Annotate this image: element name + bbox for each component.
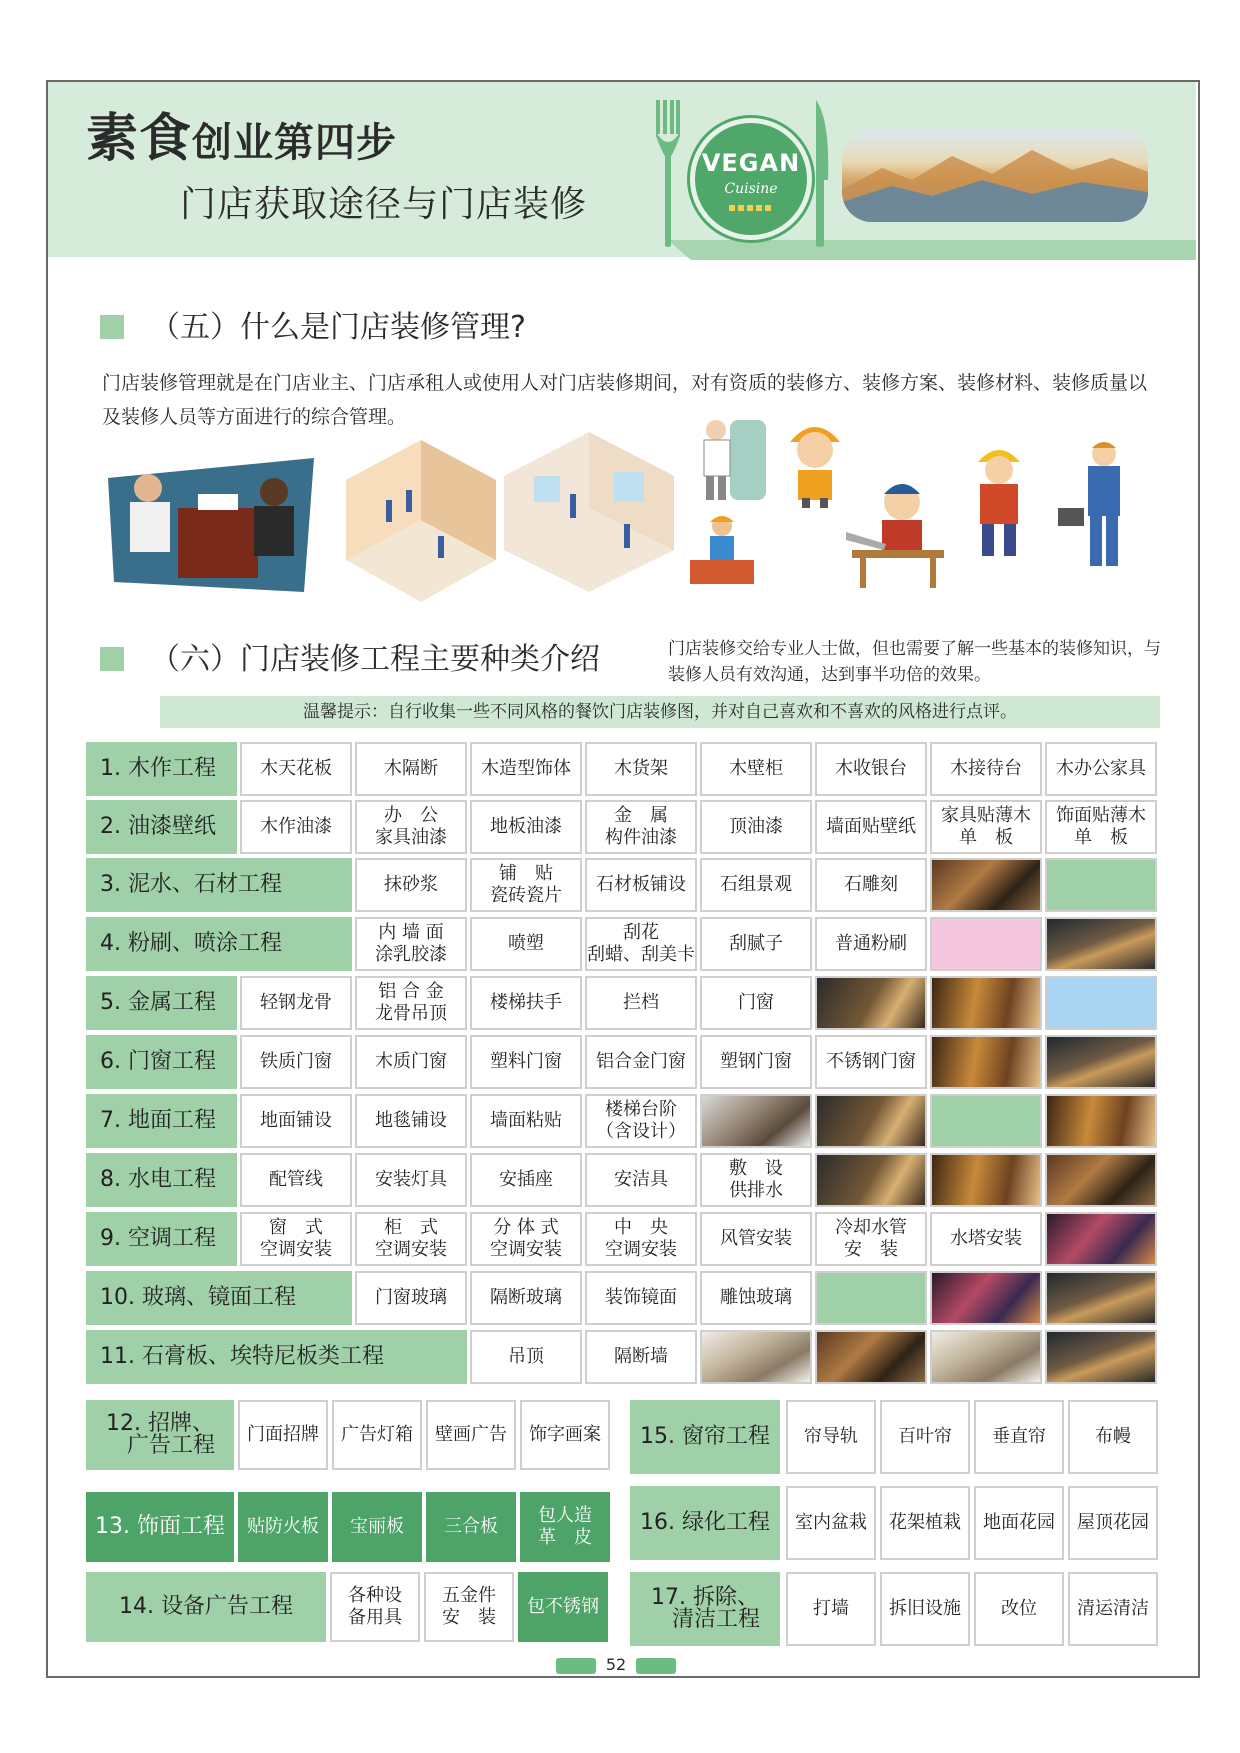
restaurant-interior-photo	[1045, 1212, 1157, 1266]
category-item: 喷塑	[470, 917, 582, 971]
section5-heading: （五）什么是门店装修管理?	[100, 302, 526, 346]
restaurant-interior-photo	[930, 976, 1042, 1030]
category-item: 刮花 刮蜡、刮美卡	[585, 917, 697, 971]
category-item: 木隔断	[355, 742, 467, 796]
category-item: 饰面贴薄木 单 板	[1045, 800, 1157, 854]
category-label: 2. 油漆壁纸	[86, 800, 237, 854]
section6-side-note: 门店装修交给专业人士做，但也需要了解一些基本的装修知识，与装修人员有效沟通，达到事半功倍的效果。	[668, 639, 1161, 685]
category-item: 木造型饰体	[470, 742, 582, 796]
category-item: 顶油漆	[700, 800, 812, 854]
category-label: 8. 水电工程	[86, 1153, 237, 1207]
category-item: 石雕刻	[815, 858, 927, 912]
category-label: 16. 绿化工程	[630, 1486, 780, 1560]
category-item: 分 体 式 空调安装	[470, 1212, 582, 1266]
category-label: 11. 石膏板、埃特尼板类工程	[86, 1330, 467, 1384]
warm-tip-banner: 温馨提示：自行收集一些不同风格的餐饮门店装修图，并对自己喜欢和不喜欢的风格进行点评。	[160, 696, 1160, 728]
category-item: 木接待台	[930, 742, 1042, 796]
category-item: 楼梯台阶 （含设计）	[585, 1094, 697, 1148]
category-item: 地面花园	[974, 1486, 1064, 1560]
category-item: 门窗玻璃	[355, 1271, 467, 1325]
category-label: 15. 窗帘工程	[630, 1400, 780, 1474]
isometric-renovation-room-2	[504, 432, 674, 592]
category-item: 铁质门窗	[240, 1035, 352, 1089]
bricklayer-worker-illustration	[686, 512, 758, 586]
restaurant-interior-photo	[930, 1153, 1042, 1207]
category-item: 隔断玻璃	[470, 1271, 582, 1325]
category-item: 地毯铺设	[355, 1094, 467, 1148]
restaurant-interior-photo	[815, 1153, 927, 1207]
category-item: 装饰镜面	[585, 1271, 697, 1325]
category-item: 垂直帘	[974, 1400, 1064, 1474]
category-item: 布幔	[1068, 1400, 1158, 1474]
category-item: 石材板铺设	[585, 858, 697, 912]
color-block	[930, 1094, 1042, 1148]
category-item: 隔断墙	[585, 1330, 697, 1384]
category-item: 内 墙 面 涂乳胶漆	[355, 917, 467, 971]
restaurant-interior-photo	[700, 1094, 812, 1148]
category-label: 3. 泥水、石材工程	[86, 858, 352, 912]
restaurant-interior-photo	[930, 1330, 1042, 1384]
category-label: 4. 粉刷、喷涂工程	[86, 917, 352, 971]
category-label: 17. 拆除、 清洁工程	[630, 1572, 780, 1646]
category-item: 墙面贴壁纸	[815, 800, 927, 854]
category-item: 贴防火板	[238, 1492, 328, 1562]
category-item: 塑料门窗	[470, 1035, 582, 1089]
category-item: 安插座	[470, 1153, 582, 1207]
category-item: 敷 设 供排水	[700, 1153, 812, 1207]
section5-paragraph: 门店装修管理就是在门店业主、门店承租人或使用人对门店装修期间，对有资质的装修方、装修方案、装修材料、装修质量以及装修人员等方面进行的综合管理。	[102, 372, 1148, 428]
page-number: 52	[556, 1654, 676, 1676]
section6-heading: （六）门店装修工程主要种类介绍	[100, 634, 600, 678]
restaurant-interior-photo	[1045, 1094, 1157, 1148]
restaurant-interior-photo	[815, 1094, 927, 1148]
category-item: 清运清洁	[1068, 1572, 1158, 1646]
category-item: 包不锈钢	[518, 1572, 608, 1642]
page-subtitle: 门店获取途径与门店装修	[180, 184, 588, 225]
category-item: 木壁柜	[700, 742, 812, 796]
category-item: 拆旧设施	[880, 1572, 970, 1646]
restaurant-interior-photo	[1045, 1271, 1157, 1325]
category-label: 13. 饰面工程	[86, 1492, 234, 1562]
page-title: 素食创业第四步	[86, 109, 398, 169]
category-item: 室内盆栽	[786, 1486, 876, 1560]
restaurant-interior-photo	[815, 976, 927, 1030]
category-item: 各种设 备用具	[330, 1572, 420, 1642]
category-item: 普通粉刷	[815, 917, 927, 971]
category-item: 水塔安装	[930, 1212, 1042, 1266]
category-label: 12. 招牌、 广告工程	[86, 1400, 234, 1470]
category-label: 14. 设备广告工程	[86, 1572, 326, 1642]
category-item: 不锈钢门窗	[815, 1035, 927, 1089]
category-label: 10. 玻璃、镜面工程	[86, 1271, 352, 1325]
category-item: 百叶帘	[880, 1400, 970, 1474]
category-item: 五金件 安 装	[424, 1572, 514, 1642]
category-item: 铺 贴 瓷砖瓷片	[470, 858, 582, 912]
restaurant-interior-photo	[930, 858, 1042, 912]
category-item: 木天花板	[240, 742, 352, 796]
category-item: 木办公家具	[1045, 742, 1157, 796]
category-label: 1. 木作工程	[86, 742, 237, 796]
category-item: 风管安装	[700, 1212, 812, 1266]
restaurant-interior-photo	[930, 1035, 1042, 1089]
category-item: 铝合金门窗	[585, 1035, 697, 1089]
category-item: 墙面粘贴	[470, 1094, 582, 1148]
category-item: 塑钢门窗	[700, 1035, 812, 1089]
category-item: 花架植栽	[880, 1486, 970, 1560]
category-label: 5. 金属工程	[86, 976, 237, 1030]
business-meeting-illustration	[108, 458, 314, 592]
restaurant-interior-photo	[815, 1330, 927, 1384]
category-item: 安洁具	[585, 1153, 697, 1207]
category-item: 办 公 家具油漆	[355, 800, 467, 854]
category-item: 雕蚀玻璃	[700, 1271, 812, 1325]
restaurant-interior-photo	[1045, 1035, 1157, 1089]
category-item: 抹砂浆	[355, 858, 467, 912]
restaurant-interior-photo	[1045, 917, 1157, 971]
category-item: 门面招牌	[238, 1400, 328, 1470]
category-item: 包人造 革 皮	[520, 1492, 610, 1562]
category-item: 中 央 空调安装	[585, 1212, 697, 1266]
category-item: 安装灯具	[355, 1153, 467, 1207]
color-block	[1045, 976, 1157, 1030]
carpenter-sawing-illustration	[846, 474, 950, 592]
knife-icon	[810, 100, 832, 248]
category-item: 窗 式 空调安装	[240, 1212, 352, 1266]
category-item: 柜 式 空调安装	[355, 1212, 467, 1266]
category-item: 拦档	[585, 976, 697, 1030]
vegan-logo: VEGAN Cuisine	[690, 118, 812, 240]
category-item: 木质门窗	[355, 1035, 467, 1089]
fork-icon	[654, 100, 682, 248]
category-item: 吊顶	[470, 1330, 582, 1384]
plumber-worker-illustration	[1058, 436, 1148, 572]
category-item: 刮腻子	[700, 917, 812, 971]
category-item: 帘导轨	[786, 1400, 876, 1474]
category-item: 配管线	[240, 1153, 352, 1207]
category-label: 7. 地面工程	[86, 1094, 237, 1148]
category-item: 打墙	[786, 1572, 876, 1646]
category-item: 三合板	[426, 1492, 516, 1562]
category-item: 金 属 构件油漆	[585, 800, 697, 854]
category-label: 6. 门窗工程	[86, 1035, 237, 1089]
category-item: 改位	[974, 1572, 1064, 1646]
category-item: 壁画广告	[426, 1400, 516, 1470]
category-item: 广告灯箱	[332, 1400, 422, 1470]
category-item: 地面铺设	[240, 1094, 352, 1148]
category-item: 轻钢龙骨	[240, 976, 352, 1030]
category-item: 家具贴薄木 单 板	[930, 800, 1042, 854]
restaurant-interior-photo	[1045, 1330, 1157, 1384]
electrician-worker-illustration	[966, 440, 1032, 560]
category-item: 木货架	[585, 742, 697, 796]
restaurant-interior-photo	[1045, 1153, 1157, 1207]
category-item: 木收银台	[815, 742, 927, 796]
category-item: 门窗	[700, 976, 812, 1030]
category-item: 冷却水管 安 装	[815, 1212, 927, 1266]
restaurant-interior-photo	[930, 1271, 1042, 1325]
category-item: 宝丽板	[332, 1492, 422, 1562]
painter-worker-illustration	[690, 410, 770, 506]
category-item: 地板油漆	[470, 800, 582, 854]
color-block	[1045, 858, 1157, 912]
category-item: 铝 合 金 龙骨吊顶	[355, 976, 467, 1030]
restaurant-interior-photo	[700, 1330, 812, 1384]
category-item: 木作油漆	[240, 800, 352, 854]
mountain-landscape-image	[842, 130, 1148, 222]
category-item: 屋顶花园	[1068, 1486, 1158, 1560]
category-item: 石组景观	[700, 858, 812, 912]
category-item: 楼梯扶手	[470, 976, 582, 1030]
isometric-renovation-room-1	[346, 440, 496, 602]
color-block	[930, 917, 1042, 971]
category-label: 9. 空调工程	[86, 1212, 237, 1266]
hardhat-worker-illustration	[784, 416, 846, 508]
color-block	[815, 1271, 927, 1325]
category-item: 饰字画案	[520, 1400, 610, 1470]
